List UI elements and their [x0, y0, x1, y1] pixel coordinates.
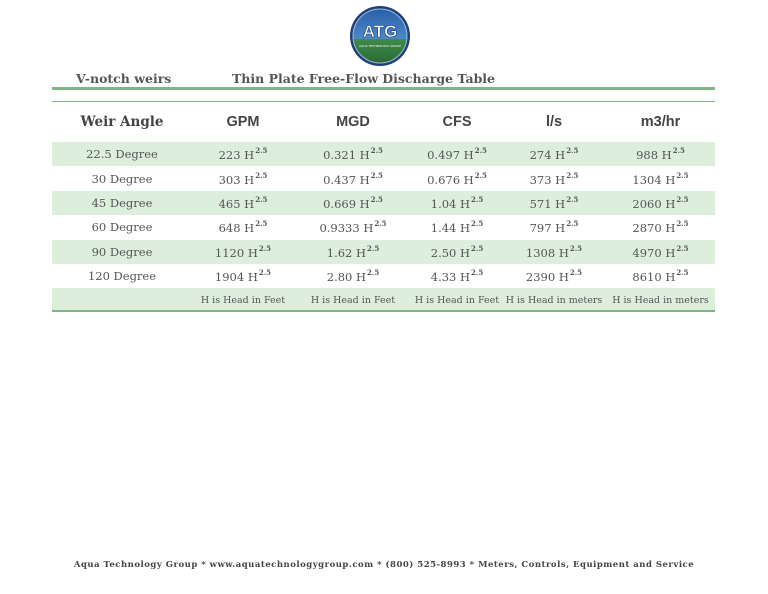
table-row	[52, 240, 715, 264]
weir-angle-cell: 120 Degree	[87, 269, 157, 284]
value-cell: 0.437 $H^{2.5}$	[323, 170, 383, 187]
value-cell: 0.669 $H^{2.5}$	[323, 194, 383, 211]
table-row	[52, 191, 715, 215]
column-header: m3/hr	[640, 114, 681, 130]
value-cell: 1904 $H^{2.5}$	[214, 268, 272, 285]
weir-angle-cell: 90 Degree	[91, 244, 153, 259]
value-cell: 303 $H^{2.5}$	[218, 170, 268, 187]
value-cell: 1304 $H^{2.5}$	[632, 170, 689, 187]
table-row	[52, 264, 715, 288]
value-cell: 8610 $H^{2.5}$	[632, 268, 689, 285]
weir-angle-cell: 45 Degree	[91, 195, 153, 210]
table-row	[52, 166, 715, 190]
value-cell: 0.9333 $H^{2.5}$	[319, 219, 387, 236]
logo-text: ATG	[362, 22, 398, 41]
header-rule	[52, 87, 715, 90]
atg-logo	[348, 4, 412, 68]
value-cell: 223 $H^{2.5}$	[218, 146, 268, 163]
value-cell: 465 $H^{2.5}$	[218, 194, 268, 211]
table-row	[52, 142, 715, 166]
column-header: CFS	[442, 114, 472, 130]
value-cell: 2060 $H^{2.5}$	[632, 194, 689, 211]
page-footer: Aqua Technology Group * www.aquatechnologygroup.com * (800) 525-8993 * Meters, Controls, Equipment and Service	[73, 560, 695, 570]
weir-angle-cell: 30 Degree	[91, 171, 153, 186]
discharge-table	[52, 102, 715, 312]
logo-subtext: AQUA TECHNOLOGY GROUP	[359, 44, 401, 48]
value-cell: 4970 $H^{2.5}$	[632, 243, 689, 260]
value-cell: 1.44 $H^{2.5}$	[430, 219, 484, 236]
table-header-row	[52, 102, 715, 142]
value-cell: 0.497 $H^{2.5}$	[427, 146, 487, 163]
value-cell: 0.321 $H^{2.5}$	[323, 146, 383, 163]
note-cell: H is Head in Feet	[414, 294, 500, 306]
value-cell: 1308 $H^{2.5}$	[525, 243, 583, 260]
value-cell: 2.50 $H^{2.5}$	[430, 243, 484, 260]
value-cell: 1.04 $H^{2.5}$	[430, 194, 484, 211]
value-cell: 571 $H^{2.5}$	[529, 194, 579, 211]
value-cell: 2.80 $H^{2.5}$	[326, 268, 380, 285]
column-header: MGD	[336, 114, 370, 130]
value-cell: 4.33 $H^{2.5}$	[430, 268, 484, 285]
column-header: Weir Angle	[80, 114, 164, 130]
value-cell: 2390 $H^{2.5}$	[525, 268, 583, 285]
value-cell: 2870 $H^{2.5}$	[632, 219, 689, 236]
value-cell: 797 $H^{2.5}$	[529, 219, 579, 236]
note-cell: H is Head in meters	[505, 294, 603, 306]
note-cell: H is Head in meters	[612, 294, 709, 306]
column-header: GPM	[226, 114, 260, 130]
table-row	[52, 215, 715, 239]
weir-angle-cell: 22.5 Degree	[86, 147, 158, 162]
value-cell: 274 $H^{2.5}$	[529, 146, 579, 163]
note-cell: H is Head in Feet	[310, 294, 396, 306]
value-cell: 1120 $H^{2.5}$	[214, 243, 272, 260]
table-notes-row	[52, 288, 715, 312]
table-bottom-rule	[52, 310, 715, 312]
weir-angle-cell: 60 Degree	[91, 220, 153, 235]
value-cell: 648 $H^{2.5}$	[218, 219, 268, 236]
value-cell: 1.62 $H^{2.5}$	[326, 243, 380, 260]
value-cell: 373 $H^{2.5}$	[529, 170, 579, 187]
note-cell: H is Head in Feet	[200, 294, 286, 306]
doc-category: V-notch weirs	[76, 71, 172, 86]
value-cell: 988 $H^{2.5}$	[636, 146, 685, 163]
doc-title: Thin Plate Free-Flow Discharge Table	[232, 71, 496, 86]
column-header: l/s	[545, 114, 563, 130]
value-cell: 0.676 $H^{2.5}$	[427, 170, 487, 187]
